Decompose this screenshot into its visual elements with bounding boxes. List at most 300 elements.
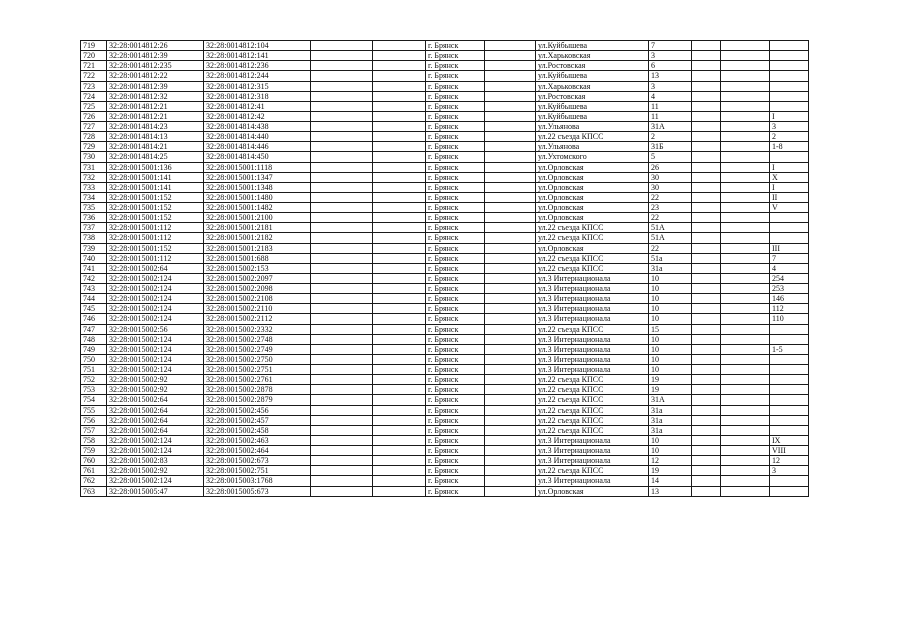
blank-cell (311, 253, 373, 263)
premises-number-cell: 110 (770, 314, 809, 324)
blank-cell (485, 334, 536, 344)
blank-cell (373, 273, 426, 283)
row-number-cell: 721 (81, 61, 107, 71)
street-cell: ул.Орловская (536, 182, 649, 192)
premises-number-cell (770, 101, 809, 111)
blank-cell (373, 122, 426, 132)
city-cell: г. Брянск (426, 162, 485, 172)
table-row (81, 294, 809, 304)
parcel-cadastral-number-cell: 32:28:0015001:136 (107, 162, 204, 172)
blank-cell (692, 294, 721, 304)
blank-cell (311, 182, 373, 192)
blank-cell (311, 111, 373, 121)
premises-number-cell (770, 385, 809, 395)
premises-number-cell (770, 365, 809, 375)
blank-cell (373, 41, 426, 51)
blank-cell (692, 192, 721, 202)
house-number-cell: 10 (649, 304, 692, 314)
street-cell: ул.Ухтомского (536, 152, 649, 162)
house-number-cell: 5 (649, 152, 692, 162)
blank-cell (311, 284, 373, 294)
house-number-cell: 31Б (649, 142, 692, 152)
city-cell: г. Брянск (426, 142, 485, 152)
house-number-cell: 22 (649, 213, 692, 223)
blank-cell (311, 101, 373, 111)
city-cell: г. Брянск (426, 385, 485, 395)
city-cell: г. Брянск (426, 51, 485, 61)
city-cell: г. Брянск (426, 324, 485, 334)
blank-cell (485, 182, 536, 192)
blank-cell (485, 294, 536, 304)
blank-cell (692, 314, 721, 324)
blank-cell (373, 324, 426, 334)
blank-cell (373, 385, 426, 395)
blank-cell (373, 486, 426, 496)
parcel-cadastral-number-cell: 32:28:0015002:64 (107, 415, 204, 425)
parcel-cadastral-number-cell: 32:28:0015002:124 (107, 435, 204, 445)
row-number-cell: 733 (81, 182, 107, 192)
parcel-cadastral-number-cell: 32:28:0015002:92 (107, 466, 204, 476)
premises-number-cell (770, 91, 809, 101)
street-cell: ул.Куйбышева (536, 71, 649, 81)
blank-cell (485, 91, 536, 101)
parcel-cadastral-number-cell: 32:28:0015001:141 (107, 182, 204, 192)
blank-cell (311, 365, 373, 375)
city-cell: г. Брянск (426, 294, 485, 304)
blank-cell (485, 233, 536, 243)
blank-cell (311, 476, 373, 486)
row-number-cell: 744 (81, 294, 107, 304)
premises-number-cell: 7 (770, 253, 809, 263)
premises-number-cell (770, 223, 809, 233)
table-row (81, 111, 809, 121)
parcel-cadastral-number-cell: 32:28:0014814:21 (107, 142, 204, 152)
object-cadastral-number-cell: 32:28:0014814:438 (204, 122, 311, 132)
table-row (81, 182, 809, 192)
street-cell: ул.22 съезда КПСС (536, 415, 649, 425)
object-cadastral-number-cell: 32:28:0015002:2750 (204, 354, 311, 364)
street-cell: ул.3 Интернационала (536, 284, 649, 294)
blank-cell (373, 446, 426, 456)
blank-cell (692, 385, 721, 395)
parcel-cadastral-number-cell: 32:28:0015002:64 (107, 405, 204, 415)
row-number-cell: 728 (81, 132, 107, 142)
blank-cell (692, 71, 721, 81)
blank-cell (721, 263, 770, 273)
blank-cell (692, 203, 721, 213)
blank-cell (721, 41, 770, 51)
object-cadastral-number-cell: 32:28:0015001:1118 (204, 162, 311, 172)
blank-cell (373, 395, 426, 405)
city-cell: г. Брянск (426, 304, 485, 314)
city-cell: г. Брянск (426, 182, 485, 192)
blank-cell (485, 152, 536, 162)
table-row (81, 243, 809, 253)
city-cell: г. Брянск (426, 284, 485, 294)
parcel-cadastral-number-cell: 32:28:0014814:25 (107, 152, 204, 162)
blank-cell (692, 162, 721, 172)
row-number-cell: 758 (81, 435, 107, 445)
blank-cell (692, 334, 721, 344)
blank-cell (311, 162, 373, 172)
row-number-cell: 731 (81, 162, 107, 172)
blank-cell (485, 41, 536, 51)
blank-cell (373, 142, 426, 152)
house-number-cell: 19 (649, 385, 692, 395)
parcel-cadastral-number-cell: 32:28:0014814:23 (107, 122, 204, 132)
object-cadastral-number-cell: 32:28:0015002:2112 (204, 314, 311, 324)
blank-cell (311, 314, 373, 324)
row-number-cell: 755 (81, 405, 107, 415)
city-cell: г. Брянск (426, 243, 485, 253)
table-row (81, 456, 809, 466)
object-cadastral-number-cell: 32:28:0015002:2878 (204, 385, 311, 395)
object-cadastral-number-cell: 32:28:0014812:41 (204, 101, 311, 111)
blank-cell (485, 405, 536, 415)
blank-cell (311, 446, 373, 456)
blank-cell (692, 172, 721, 182)
blank-cell (485, 476, 536, 486)
house-number-cell: 13 (649, 486, 692, 496)
house-number-cell: 23 (649, 203, 692, 213)
blank-cell (311, 152, 373, 162)
street-cell: ул.Орловская (536, 192, 649, 202)
premises-number-cell: IX (770, 435, 809, 445)
parcel-cadastral-number-cell: 32:28:0015001:152 (107, 213, 204, 223)
row-number-cell: 725 (81, 101, 107, 111)
row-number-cell: 719 (81, 41, 107, 51)
blank-cell (721, 192, 770, 202)
premises-number-cell (770, 476, 809, 486)
street-cell: ул.22 съезда КПСС (536, 223, 649, 233)
city-cell: г. Брянск (426, 375, 485, 385)
street-cell: ул.22 съезда КПСС (536, 233, 649, 243)
city-cell: г. Брянск (426, 365, 485, 375)
street-cell: ул.3 Интернационала (536, 476, 649, 486)
blank-cell (485, 486, 536, 496)
blank-cell (692, 365, 721, 375)
blank-cell (485, 253, 536, 263)
blank-cell (721, 223, 770, 233)
blank-cell (721, 172, 770, 182)
blank-cell (692, 284, 721, 294)
parcel-cadastral-number-cell: 32:28:0015002:124 (107, 294, 204, 304)
table-row (81, 324, 809, 334)
blank-cell (485, 435, 536, 445)
row-number-cell: 756 (81, 415, 107, 425)
house-number-cell: 15 (649, 324, 692, 334)
street-cell: ул.Орловская (536, 486, 649, 496)
blank-cell (721, 152, 770, 162)
blank-cell (485, 122, 536, 132)
blank-cell (311, 344, 373, 354)
house-number-cell: 13 (649, 71, 692, 81)
blank-cell (721, 405, 770, 415)
parcel-cadastral-number-cell: 32:28:0015001:152 (107, 243, 204, 253)
house-number-cell: 31а (649, 415, 692, 425)
object-cadastral-number-cell: 32:28:0015002:457 (204, 415, 311, 425)
object-cadastral-number-cell: 32:28:0015001:688 (204, 253, 311, 263)
parcel-cadastral-number-cell: 32:28:0015002:124 (107, 365, 204, 375)
house-number-cell: 26 (649, 162, 692, 172)
blank-cell (692, 91, 721, 101)
parcel-cadastral-number-cell: 32:28:0015002:124 (107, 334, 204, 344)
house-number-cell: 10 (649, 273, 692, 283)
table-row (81, 263, 809, 273)
premises-number-cell (770, 152, 809, 162)
house-number-cell: 3 (649, 81, 692, 91)
blank-cell (485, 71, 536, 81)
blank-cell (311, 415, 373, 425)
city-cell: г. Брянск (426, 446, 485, 456)
street-cell: ул.22 съезда КПСС (536, 466, 649, 476)
object-cadastral-number-cell: 32:28:0015001:1482 (204, 203, 311, 213)
blank-cell (485, 273, 536, 283)
table-row (81, 233, 809, 243)
city-cell: г. Брянск (426, 41, 485, 51)
blank-cell (485, 81, 536, 91)
table-row (81, 395, 809, 405)
object-cadastral-number-cell: 32:28:0015002:456 (204, 405, 311, 415)
blank-cell (721, 132, 770, 142)
street-cell: ул.3 Интернационала (536, 435, 649, 445)
blank-cell (485, 354, 536, 364)
table-row (81, 375, 809, 385)
blank-cell (692, 122, 721, 132)
premises-number-cell (770, 354, 809, 364)
blank-cell (692, 81, 721, 91)
blank-cell (373, 162, 426, 172)
street-cell: ул.22 съезда КПСС (536, 405, 649, 415)
blank-cell (373, 415, 426, 425)
blank-cell (373, 344, 426, 354)
parcel-cadastral-number-cell: 32:28:0014812:39 (107, 51, 204, 61)
parcel-cadastral-number-cell: 32:28:0015002:124 (107, 284, 204, 294)
row-number-cell: 738 (81, 233, 107, 243)
premises-number-cell: X (770, 172, 809, 182)
row-number-cell: 739 (81, 243, 107, 253)
parcel-cadastral-number-cell: 32:28:0015002:64 (107, 395, 204, 405)
city-cell: г. Брянск (426, 71, 485, 81)
object-cadastral-number-cell: 32:28:0015003:1768 (204, 476, 311, 486)
blank-cell (692, 182, 721, 192)
blank-cell (692, 415, 721, 425)
blank-cell (721, 456, 770, 466)
blank-cell (721, 415, 770, 425)
blank-cell (485, 365, 536, 375)
parcel-cadastral-number-cell: 32:28:0015002:124 (107, 314, 204, 324)
blank-cell (311, 354, 373, 364)
object-cadastral-number-cell: 32:28:0015002:2332 (204, 324, 311, 334)
table-row (81, 81, 809, 91)
blank-cell (373, 476, 426, 486)
street-cell: ул.3 Интернационала (536, 314, 649, 324)
table-row (81, 122, 809, 132)
parcel-cadastral-number-cell: 32:28:0015001:152 (107, 203, 204, 213)
house-number-cell: 10 (649, 365, 692, 375)
blank-cell (485, 385, 536, 395)
blank-cell (721, 466, 770, 476)
blank-cell (485, 324, 536, 334)
table-row (81, 273, 809, 283)
row-number-cell: 734 (81, 192, 107, 202)
street-cell: ул.22 съезда КПСС (536, 425, 649, 435)
street-cell: ул.22 съезда КПСС (536, 395, 649, 405)
city-cell: г. Брянск (426, 395, 485, 405)
table-row (81, 446, 809, 456)
object-cadastral-number-cell: 32:28:0014812:244 (204, 71, 311, 81)
premises-number-cell (770, 375, 809, 385)
object-cadastral-number-cell: 32:28:0015002:2110 (204, 304, 311, 314)
blank-cell (721, 425, 770, 435)
blank-cell (721, 385, 770, 395)
premises-number-cell: II (770, 192, 809, 202)
blank-cell (373, 213, 426, 223)
table-row (81, 142, 809, 152)
blank-cell (311, 41, 373, 51)
table-row (81, 132, 809, 142)
object-cadastral-number-cell: 32:28:0014814:446 (204, 142, 311, 152)
blank-cell (721, 344, 770, 354)
blank-cell (373, 284, 426, 294)
house-number-cell: 10 (649, 435, 692, 445)
object-cadastral-number-cell: 32:28:0014812:104 (204, 41, 311, 51)
premises-number-cell: I (770, 182, 809, 192)
blank-cell (692, 344, 721, 354)
street-cell: ул.Куйбышева (536, 111, 649, 121)
premises-number-cell (770, 51, 809, 61)
city-cell: г. Брянск (426, 456, 485, 466)
table-row (81, 51, 809, 61)
row-number-cell: 752 (81, 375, 107, 385)
street-cell: ул.Ульянова (536, 142, 649, 152)
premises-number-cell: VIII (770, 446, 809, 456)
parcel-cadastral-number-cell: 32:28:0015002:92 (107, 385, 204, 395)
object-cadastral-number-cell: 32:28:0015002:2761 (204, 375, 311, 385)
blank-cell (692, 152, 721, 162)
object-cadastral-number-cell: 32:28:0015002:673 (204, 456, 311, 466)
object-cadastral-number-cell: 32:28:0015002:2108 (204, 294, 311, 304)
blank-cell (311, 466, 373, 476)
blank-cell (311, 81, 373, 91)
house-number-cell: 10 (649, 314, 692, 324)
parcel-cadastral-number-cell: 32:28:0014812:21 (107, 101, 204, 111)
object-cadastral-number-cell: 32:28:0014812:318 (204, 91, 311, 101)
blank-cell (311, 405, 373, 415)
city-cell: г. Брянск (426, 486, 485, 496)
street-cell: ул.3 Интернационала (536, 365, 649, 375)
row-number-cell: 763 (81, 486, 107, 496)
blank-cell (721, 476, 770, 486)
object-cadastral-number-cell: 32:28:0015002:2748 (204, 334, 311, 344)
blank-cell (485, 314, 536, 324)
row-number-cell: 720 (81, 51, 107, 61)
blank-cell (373, 233, 426, 243)
premises-number-cell (770, 233, 809, 243)
premises-number-cell (770, 324, 809, 334)
blank-cell (373, 466, 426, 476)
street-cell: ул.Куйбышева (536, 41, 649, 51)
premises-number-cell (770, 486, 809, 496)
blank-cell (692, 466, 721, 476)
row-number-cell: 724 (81, 91, 107, 101)
blank-cell (721, 375, 770, 385)
table-row (81, 284, 809, 294)
blank-cell (721, 243, 770, 253)
blank-cell (721, 324, 770, 334)
premises-number-cell (770, 71, 809, 81)
blank-cell (373, 192, 426, 202)
street-cell: ул.Орловская (536, 243, 649, 253)
premises-number-cell (770, 41, 809, 51)
parcel-cadastral-number-cell: 32:28:0015002:92 (107, 375, 204, 385)
blank-cell (721, 51, 770, 61)
table-row (81, 41, 809, 51)
house-number-cell: 10 (649, 446, 692, 456)
row-number-cell: 737 (81, 223, 107, 233)
parcel-cadastral-number-cell: 32:28:0015002:64 (107, 425, 204, 435)
object-cadastral-number-cell: 32:28:0014812:315 (204, 81, 311, 91)
table-row (81, 334, 809, 344)
object-cadastral-number-cell: 32:28:0015001:2183 (204, 243, 311, 253)
blank-cell (692, 223, 721, 233)
blank-cell (721, 81, 770, 91)
house-number-cell: 19 (649, 375, 692, 385)
blank-cell (692, 446, 721, 456)
premises-number-cell (770, 213, 809, 223)
row-number-cell: 750 (81, 354, 107, 364)
table-row (81, 415, 809, 425)
blank-cell (721, 111, 770, 121)
blank-cell (721, 486, 770, 496)
table-row (81, 365, 809, 375)
blank-cell (692, 41, 721, 51)
blank-cell (721, 233, 770, 243)
blank-cell (721, 71, 770, 81)
blank-cell (721, 435, 770, 445)
blank-cell (692, 61, 721, 71)
street-cell: ул.22 съезда КПСС (536, 132, 649, 142)
blank-cell (692, 213, 721, 223)
table-row (81, 314, 809, 324)
house-number-cell: 22 (649, 243, 692, 253)
blank-cell (721, 446, 770, 456)
premises-number-cell: 4 (770, 263, 809, 273)
blank-cell (485, 243, 536, 253)
row-number-cell: 760 (81, 456, 107, 466)
object-cadastral-number-cell: 32:28:0015002:2751 (204, 365, 311, 375)
row-number-cell: 732 (81, 172, 107, 182)
blank-cell (373, 354, 426, 364)
blank-cell (311, 192, 373, 202)
blank-cell (373, 334, 426, 344)
blank-cell (311, 91, 373, 101)
table-row (81, 304, 809, 314)
table-row (81, 172, 809, 182)
table-row (81, 435, 809, 445)
row-number-cell: 740 (81, 253, 107, 263)
blank-cell (311, 395, 373, 405)
blank-cell (692, 456, 721, 466)
row-number-cell: 746 (81, 314, 107, 324)
blank-cell (692, 324, 721, 334)
street-cell: ул.Орловская (536, 213, 649, 223)
row-number-cell: 762 (81, 476, 107, 486)
city-cell: г. Брянск (426, 405, 485, 415)
blank-cell (485, 51, 536, 61)
blank-cell (373, 172, 426, 182)
street-cell: ул.Ростовская (536, 91, 649, 101)
